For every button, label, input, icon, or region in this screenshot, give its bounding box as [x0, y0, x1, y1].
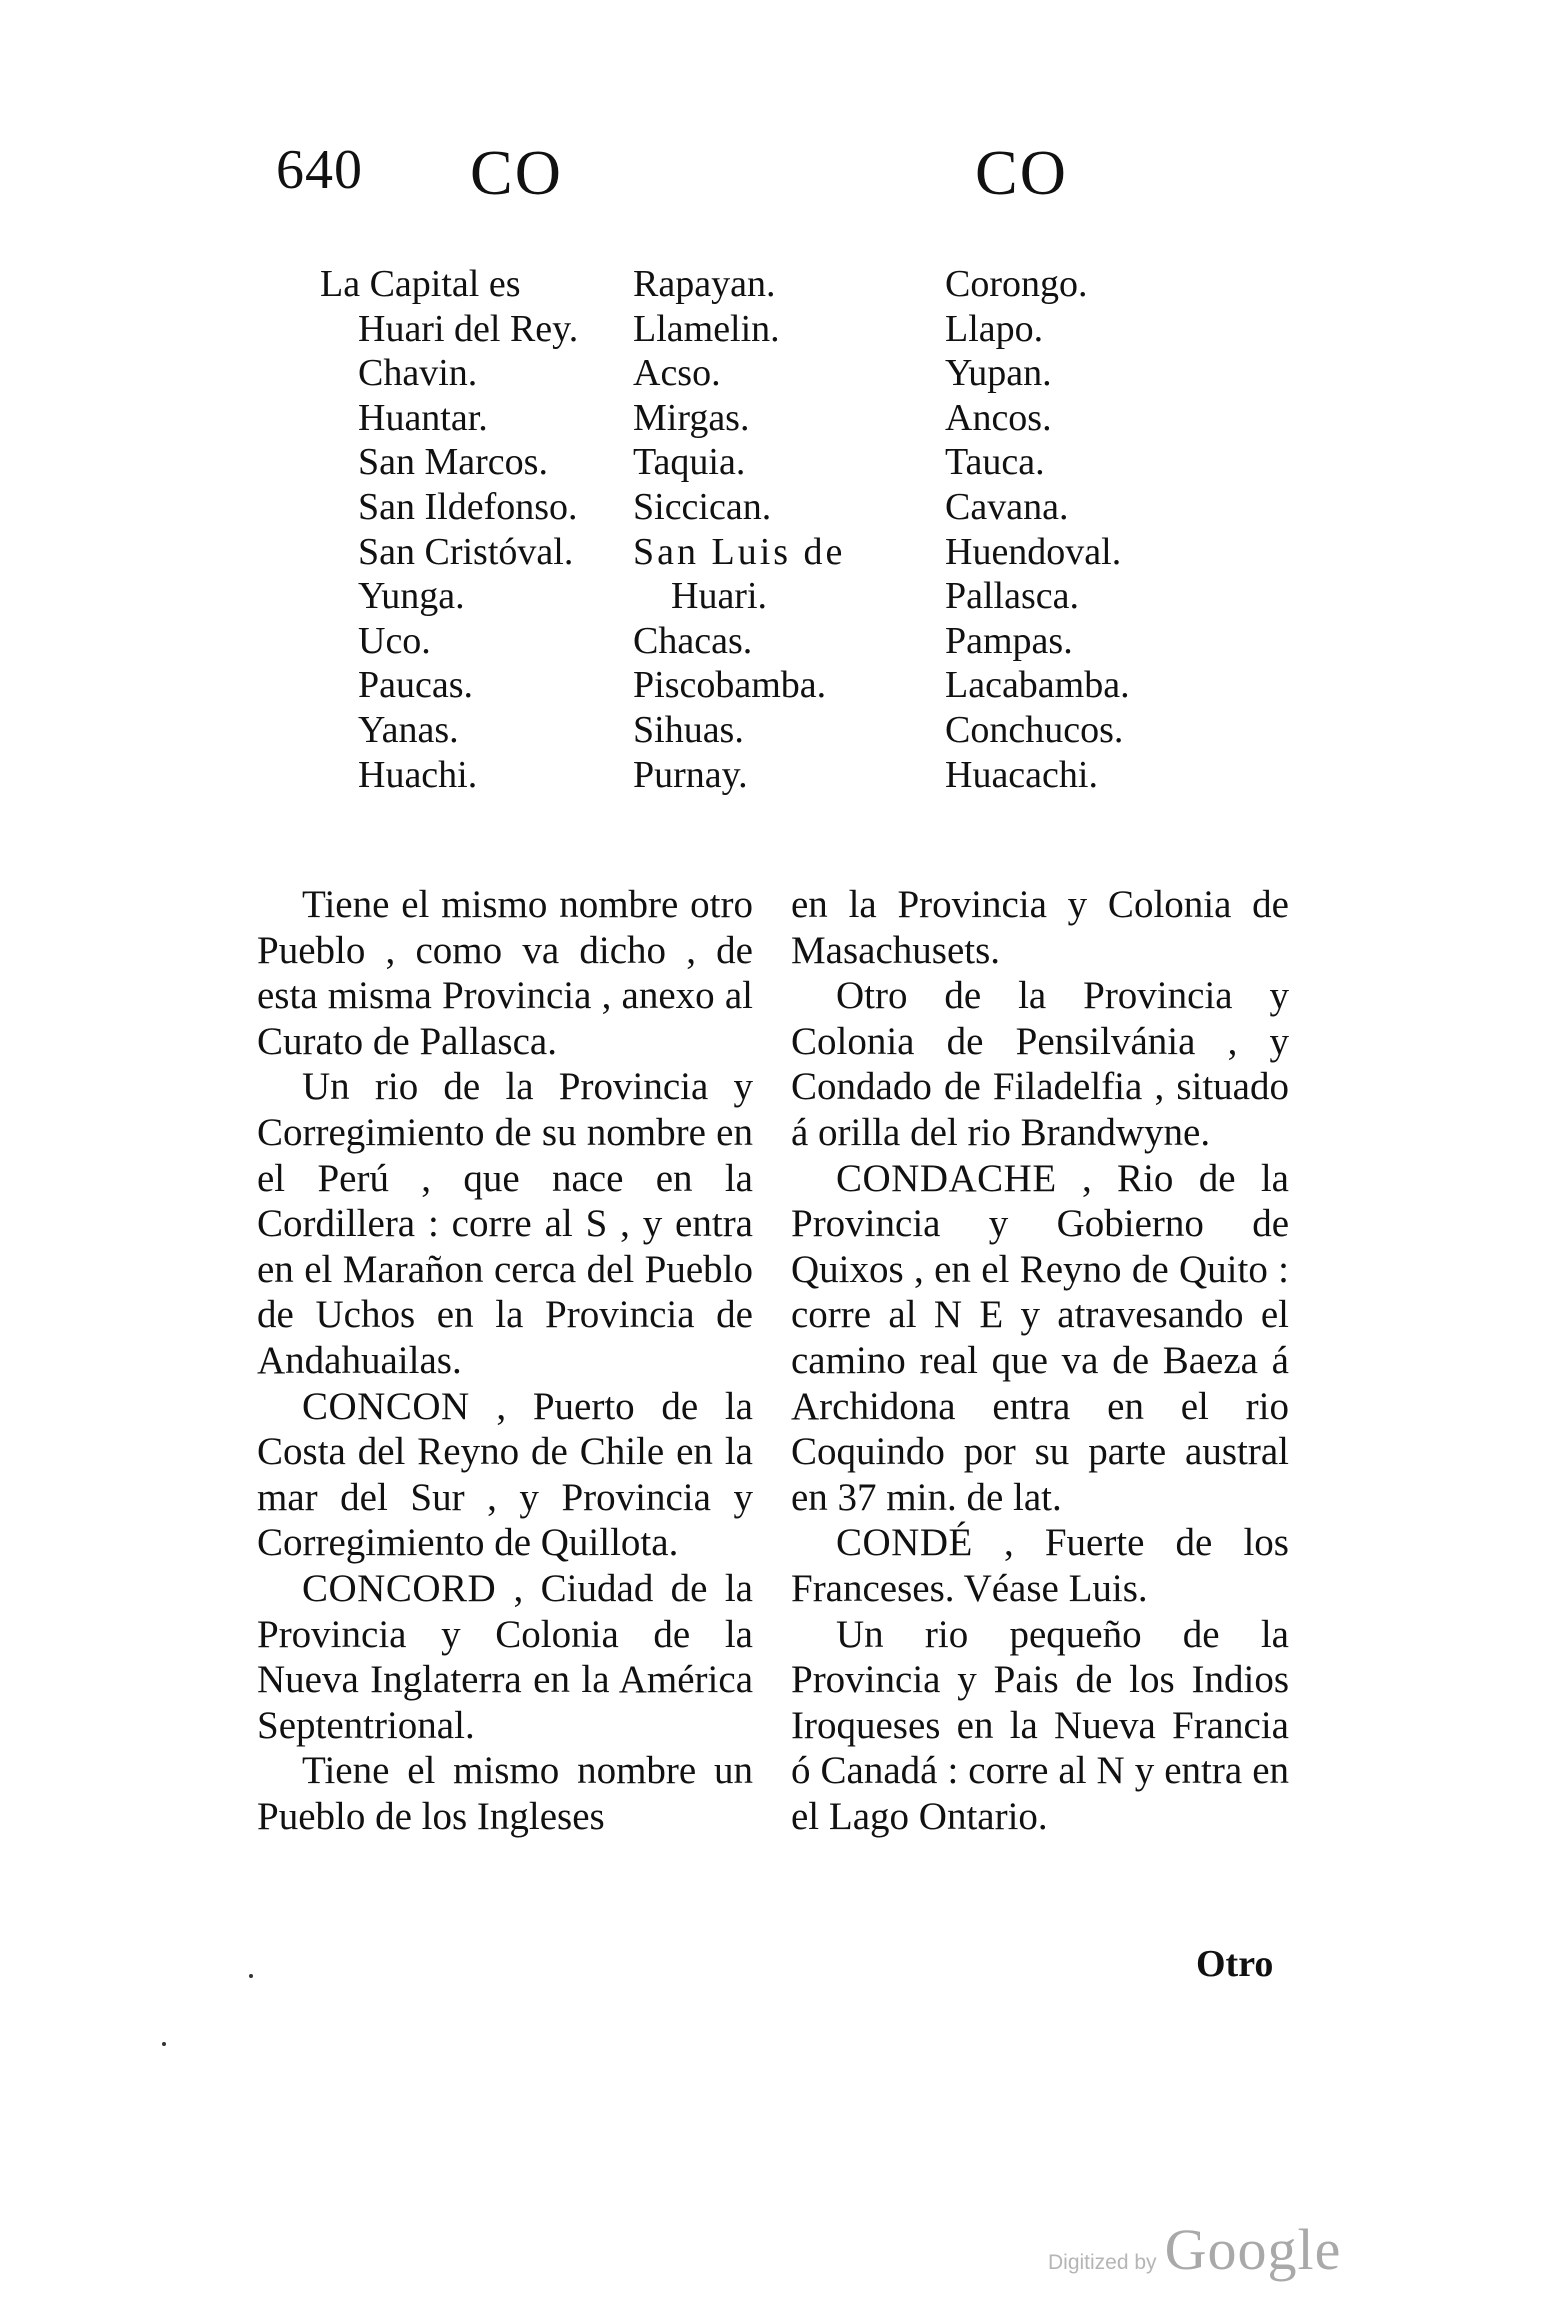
town-entry: Uco.: [358, 619, 431, 662]
paragraph: en la Provincia y Colonia de Masachusets.: [791, 883, 1289, 972]
town-entry: Llapo.: [945, 307, 1044, 350]
town-entry: Siccican.: [633, 485, 772, 528]
town-entry: Huari.: [671, 575, 768, 618]
entry-text: , Fuerte de los Franceses. Véase Luis.: [791, 1521, 1289, 1610]
town-entry: Huari del Rey.: [358, 307, 579, 350]
town-entry: Taquia.: [633, 441, 746, 484]
town-entry: San Cristóval.: [358, 530, 574, 573]
town-entry: Piscobamba.: [633, 664, 827, 707]
town-entry: Huachi.: [358, 753, 478, 796]
town-entry: Lacabamba.: [945, 664, 1130, 707]
right-text-column: [791, 882, 1289, 1839]
entry-text: , Ciudad de la Provincia y Colonia de la Nueva Inglaterra en la América Septentrional.: [257, 1566, 753, 1747]
town-entry: Yanas.: [358, 708, 459, 751]
town-entry: Sihuas.: [633, 708, 744, 751]
entry-headword: CONCON: [302, 1384, 470, 1428]
digitized-label: Digitized by: [1048, 2251, 1157, 2274]
town-entry: Huacachi.: [945, 753, 1098, 796]
entry-paragraph: [257, 1384, 753, 1566]
town-entry: Ancos.: [945, 396, 1052, 439]
digitized-mark: [1048, 2216, 1341, 2283]
town-entry: Yunga.: [358, 575, 465, 618]
town-entry: Chavin.: [358, 352, 478, 395]
entry-text: , Rio de la Provincia y Gobierno de Quixos , en el Reyno de Quito : corre al N E y atravesando el camino real que va de Baeza á Archidona entra en el rio Coquindo por su parte austral en 37 min. de lat.: [791, 1156, 1289, 1519]
entry-headword: CONDÉ: [836, 1521, 973, 1565]
paragraph: Tiene el mismo nombre un Pueblo de los Ingleses: [257, 1749, 753, 1838]
town-entry: La Capital es: [320, 263, 521, 305]
town-entry: Tauca.: [945, 441, 1045, 484]
town-entry: San Luis de: [633, 530, 846, 573]
ink-speck: [162, 2042, 166, 2046]
page-number: 640: [276, 139, 363, 201]
left-text-column: [257, 882, 753, 1839]
paragraph: Otro de la Provincia y Colonia de Pensilvánia , y Condado de Filadelfia , situado á orilla del rio Brandwyne.: [791, 974, 1289, 1154]
catchword: Otro: [1196, 1943, 1274, 1985]
town-entry: Yupan.: [945, 352, 1052, 395]
town-entry: Huantar.: [358, 396, 488, 439]
google-logo: Google: [1164, 2217, 1342, 2282]
town-entry: San Ildefonso.: [358, 485, 578, 528]
towns-column-1: [320, 262, 620, 797]
paragraph: Un rio pequeño de la Provincia y Pais de los Indios Iroqueses en la Nueva Francia ó Canadá : corre al N y entra en el Lago Ontario.: [791, 1612, 1289, 1838]
entry-headword: CONCORD: [302, 1566, 497, 1610]
town-entry: Llamelin.: [633, 307, 780, 350]
towns-column-2: [633, 262, 933, 797]
paragraph: Tiene el mismo nombre otro Pueblo , como va dicho , de esta misma Provincia , anexo al Curato de Pallasca.: [257, 883, 753, 1063]
entry-headword: CONDACHE: [836, 1156, 1057, 1200]
town-entry: Mirgas.: [633, 396, 750, 439]
town-entry: Pallasca.: [945, 575, 1080, 618]
towns-column-3: [945, 262, 1245, 797]
entry-paragraph: [791, 1156, 1289, 1521]
town-entry: Cavana.: [945, 485, 1069, 528]
town-entry: Chacas.: [633, 619, 753, 662]
entry-paragraph: [791, 1520, 1289, 1611]
town-entry: Rapayan.: [633, 263, 776, 305]
town-entry: Purnay.: [633, 753, 748, 796]
entry-paragraph: [257, 1566, 753, 1748]
ink-speck: [249, 1974, 253, 1978]
town-entry: Corongo.: [945, 263, 1088, 305]
entry-text: , Puerto de la Costa del Reyno de Chile en la mar del Sur , y Provincia y Corregimiento de Quillota.: [257, 1384, 753, 1565]
running-head-left: CO: [470, 137, 563, 208]
town-entry: Conchucos.: [945, 708, 1124, 751]
town-entry: Huendoval.: [945, 530, 1122, 573]
town-entry: Paucas.: [358, 664, 474, 707]
town-entry: San Marcos.: [358, 441, 548, 484]
running-head-right: CO: [975, 137, 1068, 208]
town-entry: Pampas.: [945, 619, 1073, 662]
town-entry: Acso.: [633, 352, 721, 395]
paragraph: Un rio de la Provincia y Corregimiento de su nombre en el Perú , que nace en la Cordillera : corre al S , y entra en el Marañon cerca del Pueblo de Uchos en la Provincia de Andahuailas.: [257, 1065, 753, 1382]
